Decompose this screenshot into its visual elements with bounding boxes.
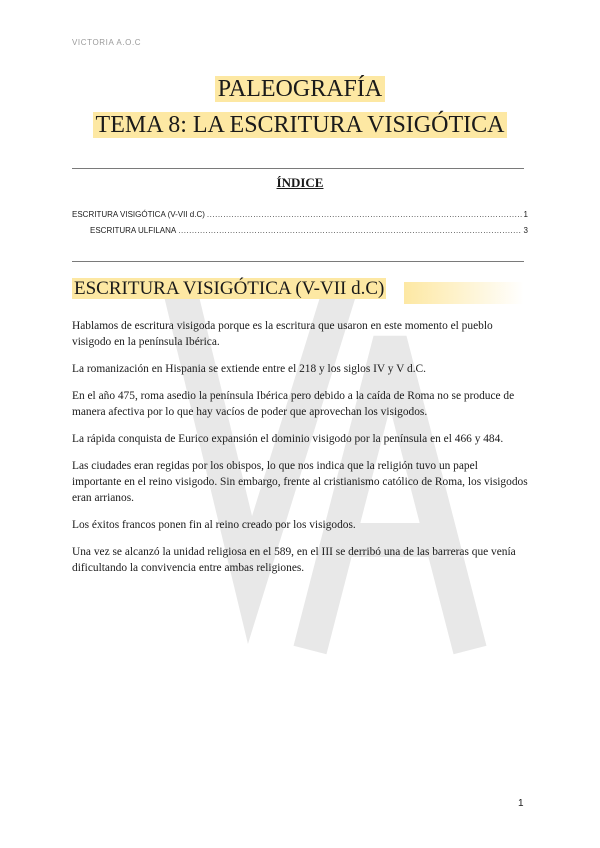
toc-entry-label: ESCRITURA ULFILANA	[90, 226, 177, 235]
page-number: 1	[518, 798, 524, 809]
divider-bottom	[72, 261, 524, 262]
toc-entry[interactable]	[90, 226, 528, 235]
author-label: VICTORIA A.O.C	[72, 38, 142, 47]
toc-entry-page: 3	[523, 226, 528, 235]
document-title: PALEOGRAFÍA	[0, 76, 600, 103]
paragraph: Hablamos de escritura visigoda porque es la escritura que usaron en este momento el pueblo visigodo en la península Ibérica.	[72, 320, 493, 348]
section-heading: ESCRITURA VISIGÓTICA (V-VII d.C)	[72, 278, 524, 300]
toc-leader	[178, 226, 521, 235]
document-subtitle: TEMA 8: LA ESCRITURA VISIGÓTICA	[0, 112, 600, 139]
divider-top	[72, 168, 524, 169]
body-text	[72, 318, 528, 587]
toc-entry-page: 1	[523, 210, 528, 219]
paragraph: En el año 475, roma asedio la península Ibérica pero debido a la caída de Roma no se produce de manera afectiva por lo que hay vacíos de poder que aprovechan los visigodos.	[72, 390, 515, 418]
paragraph: La rápida conquista de Eurico expansión el dominio visigodo por la península en el 466 y 484.	[72, 433, 504, 445]
toc-leader	[207, 210, 522, 219]
paragraph: Una vez se alcanzó la unidad religiosa en el 589, en el III se derribó una de las barreras que venía dificultando la convivencia entre ambas religiones.	[72, 546, 516, 574]
toc-entry[interactable]	[72, 210, 528, 219]
index-heading: ÍNDICE	[276, 175, 324, 190]
paragraph: Las ciudades eran regidas por los obispos, lo que nos indica que la religión tuvo un papel importante en el reino visigodo. Sin embargo, frente al cristianismo católico de Roma, los visigodos eran arrianos.	[72, 460, 528, 504]
toc-entry-label: ESCRITURA VISIGÓTICA (V-VII d.C)	[72, 210, 205, 219]
paragraph: La romanización en Hispania se extiende entre el 218 y los siglos IV y V d.C.	[72, 363, 426, 375]
paragraph: Los éxitos francos ponen fin al reino creado por los visigodos.	[72, 519, 356, 531]
